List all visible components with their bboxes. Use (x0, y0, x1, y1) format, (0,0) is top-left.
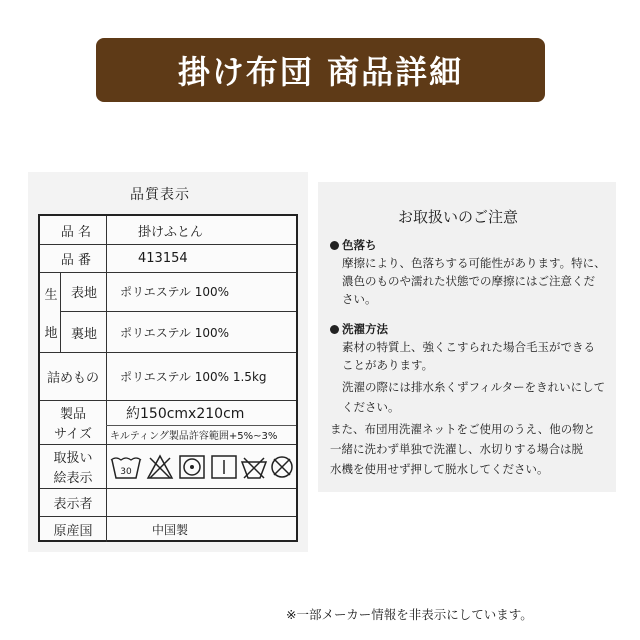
filling-value: ポリエステル 100% 1.5kg (120, 369, 267, 384)
no-dryclean-icon (242, 458, 266, 478)
wash-temp-label: 30 (120, 467, 132, 477)
no-iron-icon (272, 457, 292, 477)
table-row-name (40, 216, 296, 245)
footnote: ※一部メーカー情報を非表示にしています。 (286, 607, 533, 622)
size-value: 約150cmx210cm (126, 406, 245, 422)
table-row-number (40, 244, 296, 273)
table-row-care-symbols (40, 444, 296, 489)
fading-line-3: さい。 (342, 292, 377, 306)
bullet-icon (330, 241, 339, 250)
title-banner (96, 38, 545, 102)
size-label-a: 製品 (59, 406, 86, 422)
care-label-b: 絵表示 (53, 470, 93, 486)
table-row-fabric (40, 272, 296, 353)
name-label: 品 名 (60, 224, 92, 240)
quality-label-title: 品質表示 (130, 187, 190, 203)
outer-value: ポリエステル 100% (120, 285, 230, 299)
name-value: 掛けふとん (138, 224, 204, 240)
wash-line-7: 水機を使用せず押して脱水してください。 (330, 462, 549, 476)
size-note: キルティング製品許容範囲+5%~3% (110, 431, 278, 442)
quality-table (38, 214, 298, 542)
fading-line-1: 摩擦により、色落ちする可能性があります。特に、 (342, 256, 606, 270)
outer-label: 表地 (70, 286, 97, 301)
fading-heading: 色落ち (330, 236, 377, 254)
origin-value: 中国製 (152, 522, 189, 537)
wash-line-2: ことがあります。 (342, 358, 434, 372)
number-value: 413154 (138, 250, 188, 266)
bullet-icon (330, 325, 339, 334)
no-bleach-icon (148, 456, 172, 478)
drip-dry-icon (212, 456, 236, 478)
wash-line-5: また、布団用洗濯ネットをご使用のうえ、他の物と (330, 422, 596, 436)
banner-title: 掛け布団 商品詳細 (177, 53, 464, 91)
care-label-a: 取扱い (53, 450, 93, 466)
maker-label: 表示者 (53, 496, 93, 512)
filling-label: 詰めもの (46, 370, 99, 386)
wash-line-1: 素材の特質上、強くこすられた場合毛玉ができる (342, 340, 595, 354)
fabric-label-b: 地 (44, 325, 58, 341)
wash-line-3: 洗濯の際には排水糸くずフィルターをきれいにして (342, 380, 606, 394)
size-label-b: サイズ (54, 426, 92, 442)
wash-tub-icon (111, 458, 141, 478)
care-notice-title: お取扱いのご注意 (398, 208, 519, 226)
care-symbols (110, 452, 296, 482)
table-row-size (40, 400, 296, 445)
number-label: 品 番 (60, 252, 92, 268)
wash-line-4: ください。 (342, 400, 400, 414)
fabric-label-a: 生 (44, 287, 58, 303)
table-row-origin (40, 516, 296, 542)
inner-value: ポリエステル 100% (120, 325, 230, 340)
wash-line-6: 一緒に洗わず単独で洗濯し、水切りする場合は脱 (330, 442, 583, 456)
tumble-dry-icon (180, 456, 204, 478)
table-row-maker (40, 488, 296, 517)
inner-label: 裏地 (70, 326, 97, 342)
origin-label: 原産国 (53, 523, 93, 539)
fading-line-2: 濃色のものや濡れた状態での摩擦にはご注意くだ (342, 274, 595, 288)
wash-heading: 洗濯方法 (330, 320, 388, 338)
table-row-filling (40, 352, 296, 401)
